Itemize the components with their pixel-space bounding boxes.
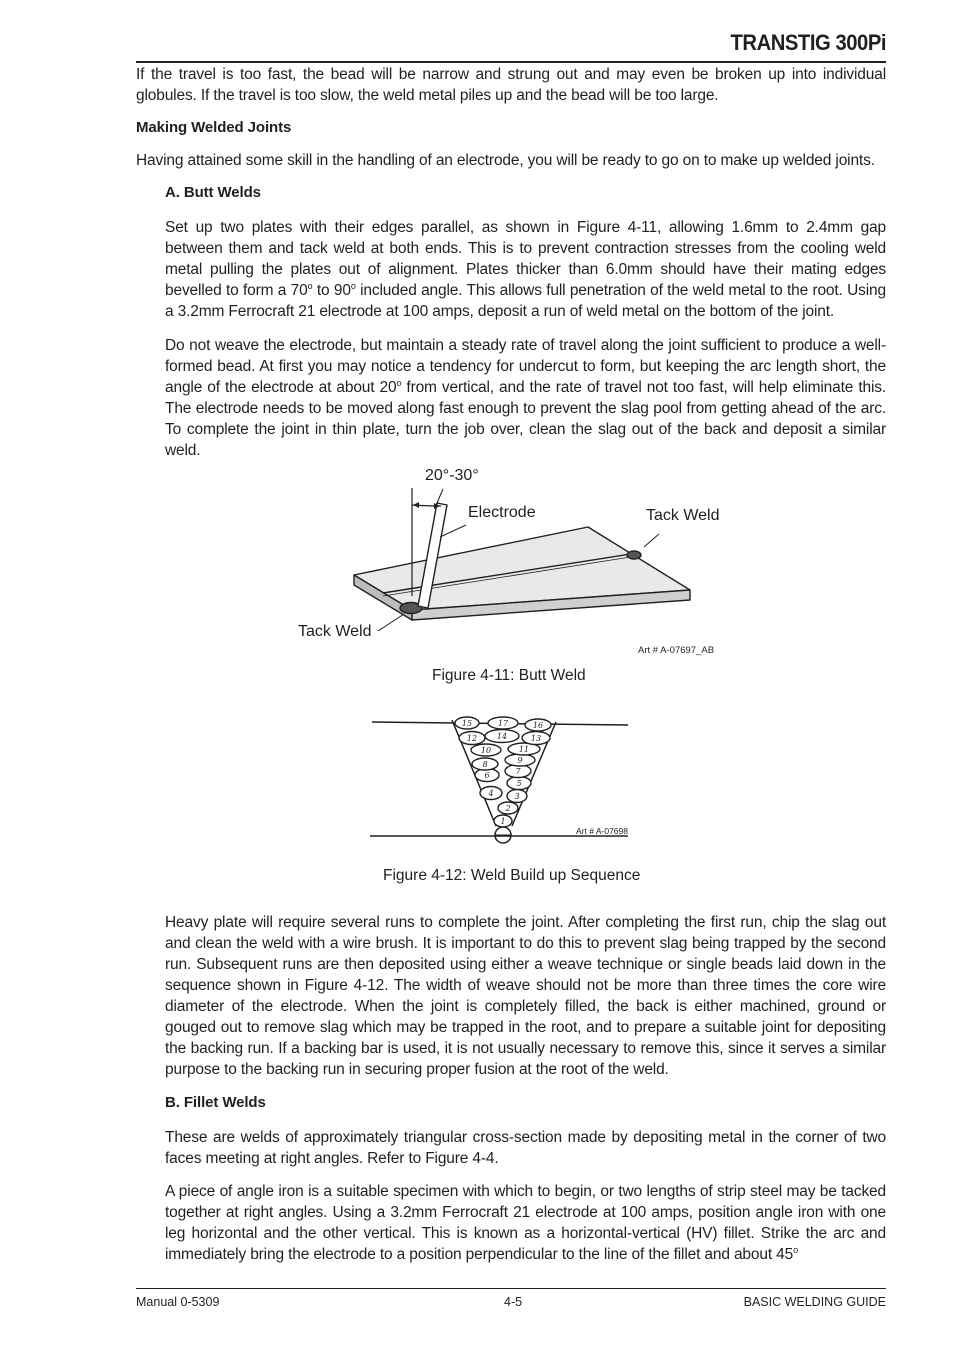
paragraph-fillet-definition: These are welds of approximately triangular cross-section made by depositing metal in the corner of two faces meeting at right angles. Refer to Figure 4-4. bbox=[165, 1129, 886, 1167]
document-title: TRANSTIG 300Pi bbox=[730, 30, 886, 55]
weld-bead-number: 12 bbox=[466, 734, 478, 743]
degree-mark: o bbox=[350, 281, 356, 291]
weld-bead-number: 3 bbox=[514, 792, 520, 801]
leader-tack-left bbox=[378, 614, 404, 631]
degree-mark: o bbox=[396, 378, 402, 388]
weld-sequence-illustration bbox=[0, 700, 954, 860]
paragraph-attained-skill: Having attained some skill in the handling of an electrode, you will be ready to go on to make up welded joints. bbox=[136, 152, 875, 169]
caption-figure-4-11: Figure 4-11: Butt Weld bbox=[432, 667, 586, 684]
tack-weld-right bbox=[627, 551, 641, 559]
angle-label: 20°-30° bbox=[425, 467, 479, 484]
weld-bead-number: 5 bbox=[516, 779, 522, 788]
tack-weld-right-label: Tack Weld bbox=[646, 507, 720, 524]
weld-bead-number: 11 bbox=[518, 745, 530, 754]
weld-bead-number: 15 bbox=[461, 719, 473, 728]
footer-rule bbox=[136, 1288, 886, 1289]
weld-bead-number: 16 bbox=[532, 721, 544, 730]
electrode-label: Electrode bbox=[468, 504, 536, 521]
setup-text-part-1: Set up two plates with their edges parallel, as shown in Figure 4-11, allowing 1.6mm to 2.4mm gap between them and tack weld at both ends. This is to prevent contraction stresses from the cooling weld metal pulling the plates out of alignment. Plates thicker than 6.0mm should have their mating edges bevelled to form a 70 bbox=[165, 219, 886, 299]
weld-bead-number: 2 bbox=[505, 804, 511, 813]
paragraph-travel-speed: If the travel is too fast, the bead will be narrow and strung out and may even be broken up into individual globules. If the travel is too slow, the weld metal piles up and the bead will be too large. bbox=[136, 66, 886, 104]
setup-text-part-2: to 90 bbox=[312, 282, 351, 299]
angle-text-part-1: A piece of angle iron is a suitable specimen with which to begin, or two lengths of strip steel may be tacked together at right angles. Using a 3.2mm Ferrocraft 21 electrode at 100 amps, position angle iron with one leg horizontal and the other vertical. This is known as a horizontal-vertical (HV) fillet. Strike the arc and immediately bring the electrode to a position perpendicular to the line of the fillet and about 45 bbox=[165, 1183, 886, 1263]
weld-bead-number: 14 bbox=[496, 732, 508, 741]
degree-mark: o bbox=[307, 281, 313, 291]
degree-mark: o bbox=[793, 1245, 798, 1255]
setup-text-part-3: included angle. This allows full penetration of the weld metal to the root. Using a 3.2mm Ferrocraft 21 electrode at 100 amps, deposit a run of weld metal on the bottom of the joint. bbox=[165, 282, 886, 320]
weld-bead-number: 9 bbox=[517, 756, 523, 765]
footer-section-title: BASIC WELDING GUIDE bbox=[743, 1295, 886, 1309]
caption-figure-4-12: Figure 4-12: Weld Build up Sequence bbox=[383, 867, 641, 884]
bead-group bbox=[455, 717, 551, 827]
weld-bead-number: 8 bbox=[482, 760, 488, 769]
footer-page-number: 4-5 bbox=[504, 1295, 523, 1309]
paragraph-angle-iron bbox=[165, 1181, 886, 1265]
weld-bead-number: 1 bbox=[500, 817, 506, 826]
weld-bead-number: 17 bbox=[497, 719, 509, 728]
heading-making-welded-joints: Making Welded Joints bbox=[136, 119, 292, 136]
weld-bead-number: 6 bbox=[484, 771, 490, 780]
art-number-4-11: Art # A-07697_AB bbox=[638, 645, 715, 656]
leader-electrode bbox=[440, 525, 466, 537]
art-number-4-12: Art # A-07698 bbox=[576, 826, 628, 836]
paragraph-heavy-plate: Heavy plate will require several runs to complete the joint. After completing the first run, chip the slag out and clean the weld with a wire brush. It is important to do this to prevent slag being trapped by the second run. Subsequent runs are then deposited using either a weave technique or single beads laid down in the sequence shown in Figure 4-12. The width of weave should not be more than three times the core wire diameter of the electrode. When the joint is completely filled, the back is either machined, ground or gouged out to remove slag which may be trapped in the root, and to prepare a suitable joint for depositing the backing run. If a backing bar is used, it is not usually necessary to remove this, since it serves a similar purpose to the backing run in securing proper fusion at the root of the weld. bbox=[165, 914, 886, 1078]
weave-text-part-2: from vertical, and the rate of travel not too fast, will help eliminate this. The electrode needs to be moved along fast enough to prevent the slag pool from getting ahead of the arc. To complete the joint in thin plate, turn the job over, clean the slag out of the back and deposit a similar weld. bbox=[165, 379, 887, 459]
weld-bead-number: 7 bbox=[515, 767, 521, 776]
weld-bead-number: 4 bbox=[488, 789, 494, 798]
heading-butt-welds: A. Butt Welds bbox=[165, 184, 261, 201]
heading-fillet-welds: B. Fillet Welds bbox=[165, 1094, 266, 1111]
weave-text-part-1: Do not weave the electrode, but maintain a steady rate of travel along the joint sufficient to produce a well-formed bead. At first you may notice a tendency for undercut to form, but keeping the arc length short, the angle of the electrode at about 20 bbox=[165, 337, 886, 396]
weld-bead-number: 10 bbox=[480, 746, 492, 755]
footer-manual-number: Manual 0-5309 bbox=[136, 1295, 220, 1309]
weld-bead-number: 13 bbox=[530, 734, 542, 743]
tack-weld-left-label: Tack Weld bbox=[298, 623, 372, 640]
leader-tack-right bbox=[644, 534, 659, 547]
